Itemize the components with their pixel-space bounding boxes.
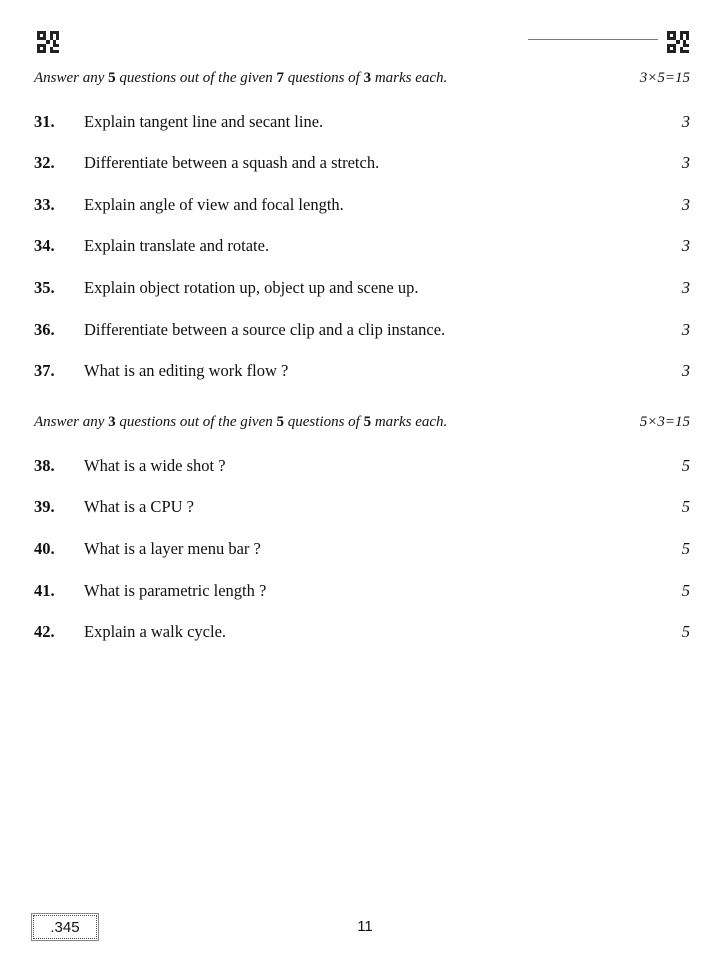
question-marks: 5 [681, 497, 690, 516]
question-number: 36. [34, 320, 55, 339]
section-total-marks: 3×5=15 [639, 70, 690, 86]
question-marks: 3 [681, 112, 690, 131]
question-row [34, 456, 690, 480]
question-number: 42. [34, 622, 55, 641]
instruction-text: Answer any 5 questions out of the given 7 questions of 3 marks each. [34, 70, 448, 86]
question-number: 39. [34, 497, 55, 516]
question-number: 33. [34, 195, 55, 214]
question-text: Explain object rotation up, object up and scene up. [84, 278, 419, 297]
question-text: Differentiate between a squash and a stretch. [84, 153, 380, 172]
section-b-instruction [34, 414, 690, 431]
question-text: Explain angle of view and focal length. [84, 195, 344, 214]
question-number: 34. [34, 236, 55, 255]
question-text: What is a wide shot ? [84, 456, 226, 475]
question-row [34, 539, 690, 563]
question-marks: 3 [681, 361, 690, 380]
question-text: Differentiate between a source clip and a clip instance. [84, 320, 446, 339]
question-number: 37. [34, 361, 55, 380]
header-rule [528, 39, 658, 40]
question-number: 40. [34, 539, 55, 558]
question-marks: 3 [681, 195, 690, 214]
question-row [34, 153, 690, 177]
question-row [34, 236, 690, 260]
question-number: 35. [34, 278, 55, 297]
question-row [34, 195, 690, 219]
question-marks: 3 [681, 236, 690, 255]
instruction-text: Answer any 3 questions out of the given 5 questions of 5 marks each. [34, 414, 448, 430]
page-number: 11 [357, 918, 373, 935]
question-row [34, 581, 690, 605]
question-number: 38. [34, 456, 55, 475]
section-total-marks: 5×3=15 [639, 414, 690, 430]
question-marks: 3 [681, 153, 690, 172]
question-text: Explain a walk cycle. [84, 622, 227, 641]
question-row [34, 112, 690, 136]
question-text: Explain translate and rotate. [84, 236, 270, 255]
question-row [34, 361, 690, 385]
question-marks: 5 [681, 622, 690, 641]
question-number: 41. [34, 581, 55, 600]
question-text: What is an editing work flow ? [84, 361, 289, 380]
question-row [34, 320, 690, 344]
question-text: What is parametric length ? [84, 581, 267, 600]
question-row [34, 497, 690, 521]
qr-code-icon [667, 31, 689, 53]
question-marks: 5 [681, 456, 690, 475]
question-row [34, 622, 690, 646]
question-marks: 5 [681, 581, 690, 600]
qr-code-icon [37, 31, 59, 53]
question-number: 32. [34, 153, 55, 172]
paper-code-box [33, 915, 97, 939]
paper-code: .345 [50, 918, 80, 936]
question-row [34, 278, 690, 302]
question-number: 31. [34, 112, 55, 131]
question-text: Explain tangent line and secant line. [84, 112, 324, 131]
question-text: What is a CPU ? [84, 497, 194, 516]
question-marks: 3 [681, 320, 690, 339]
section-a-instruction [34, 70, 690, 87]
question-marks: 5 [681, 539, 690, 558]
question-text: What is a layer menu bar ? [84, 539, 261, 558]
question-marks: 3 [681, 278, 690, 297]
